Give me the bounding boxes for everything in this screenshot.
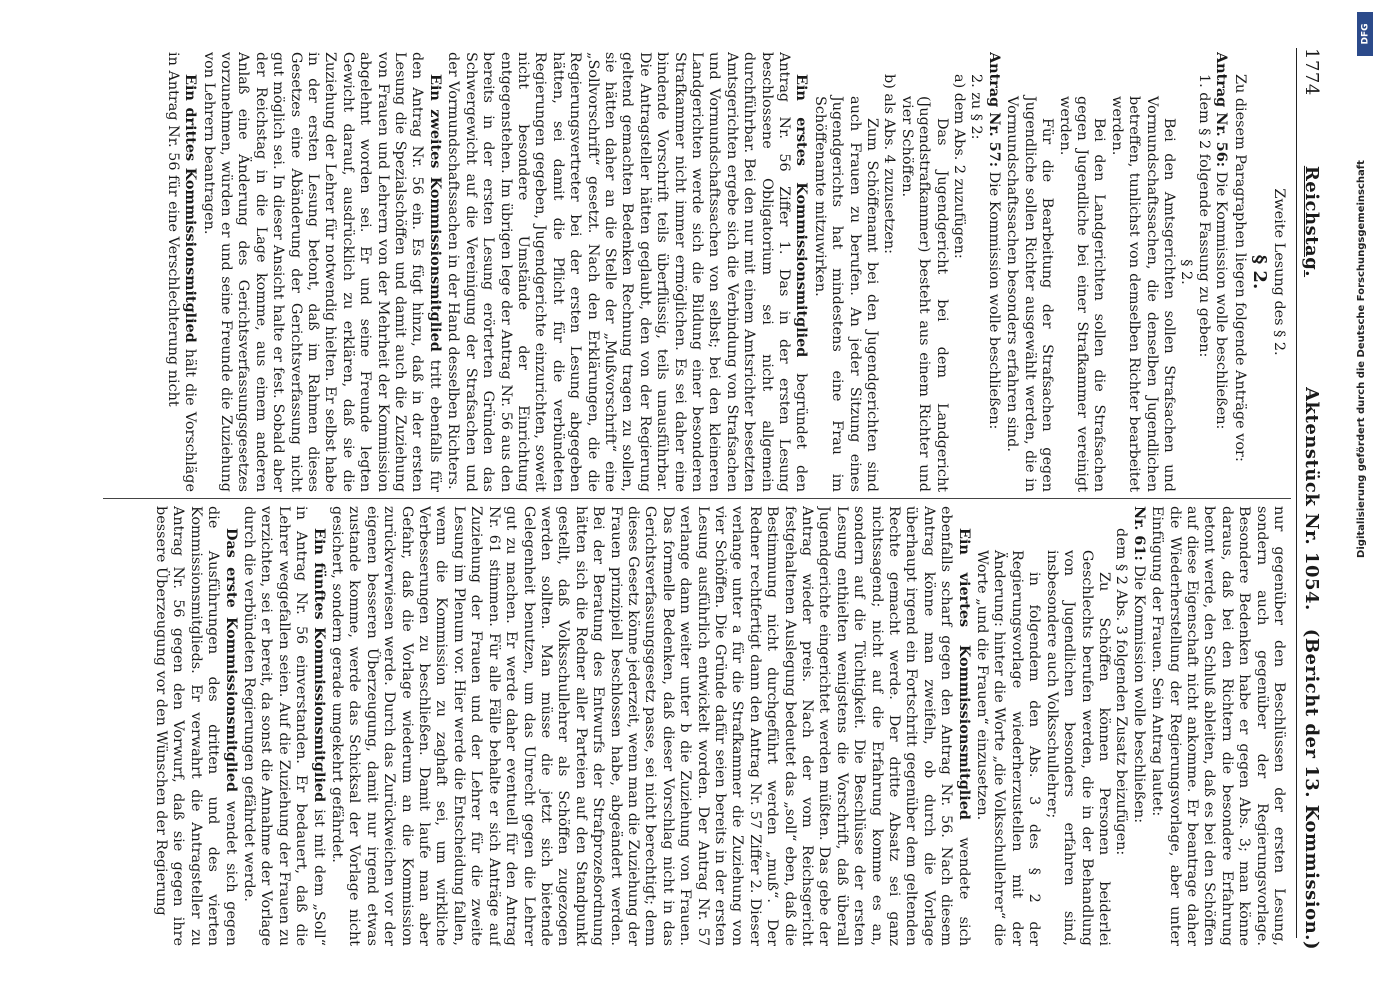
paragraph-text: b) als Abs. 4 zuzusetzen: — [881, 74, 898, 255]
column-divider — [103, 498, 1291, 499]
paragraph-text: nur gegenüber den Beschlüssen der ersten Lesung, sondern auch gegenüber der Regierungsvorlage. Besondere Bedenken habe er gegen Abs. 3; man könne daraus, daß bei den Richtern die besondere Erfahrung betont werde, den Schluß ableiten, daß es bei den Schöffen auf diese Eigenschaft nicht ankomme. Er beantrage daher die Wiederherstellung der Regierungsvorlage, aber unter Einfügung der Frauen. Sein Antrag lautet: — [1149, 506, 1287, 946]
paragraph — [1129, 506, 1147, 946]
paragraph — [1177, 52, 1194, 492]
digitization-credit: Digitalisierung gefördert durch die Deutsche Forschungsgemeinschaft — [1356, 160, 1367, 558]
paragraph-text: Bei den Landgerichten sollen die Strafsachen gegen Jugendliche bei einer Strafkammer vereinigt werden. — [1056, 96, 1108, 492]
header-reichstag: Reichstag. — [1301, 165, 1322, 278]
paragraph — [950, 52, 967, 492]
paragraph — [1003, 52, 1055, 492]
paragraph-text: Die Kommission wolle beschließen: — [1130, 560, 1147, 824]
paragraph — [240, 506, 328, 946]
paragraph-lead: Ein fünftes Kommissionsmitglied — [310, 528, 328, 803]
header-report-title: (Bericht der 13. Kommission.) — [1301, 628, 1322, 950]
paragraph — [1270, 52, 1287, 492]
paragraph-text: wendete sich ebenfalls scharf gegen den Antrag Nr. 56. Nach diesem Antrag könne man zweifeln, ob durch die Vorlage überhaupt irgend ein Fortschritt gegenüber dem geltenden Rechte gemacht werde. Der dritte Absatz sei ganz nichtssagend; nicht auf die Erfahrung komme es an, sondern auf die Tüchtigkeit. Die Beschlüsse der ersten Lesung enthielten wenigstens die Vorschrift, daß überall Jugendgerichte eingerichtet werden müßten. Das gebe der Antrag wieder preis. Nach der vom Reichsgericht festgehaltenen Auslegung bedeutet das „soll“ eben, daß die Bestimmung nicht durchgeführt werden „muß“. Der Redner rechtfertigt dann den Antrag Nr. 57 Ziffer 2. Dieser verlange unter a für die Strafkammer die Zuziehung von vier Schöffen. Die Gründe dafür seien bereits in der ersten Lesung ausführlich entwickelt worden. Der Antrag Nr. 57 verlange dann weiter unter b die Zuziehung von Frauen. Das formelle Bedenken, daß dieser Vorschlag nicht in das Gerichtsverfassungsgesetz passe, sei nicht berechtigt; denn dieses Gesetz könne jederzeit, wenn man die Zuziehung der Frauen prinzipiell beschlossen habe, abgeändert werden. Bei der Beratung des Entwurfs der Strafprozeßordnung hätten sich die Redner aller Parteien auf den Standpunkt gestellt, daß Volksschullehrer als Schöffen zugezogen werden sollten. Man müsse die jetzt sich bietende Gelegenheit benutzen, um das Unrecht gegen die Lehrer gut zu machen. Er werde daher eventuell für den Antrag Nr. 61 stimmen. Für alle Fälle behalte er sich Anträge auf Zuziehung der Frauen und der Lehrer für die zweite Lesung im Plenum vor. Hier werde die Entscheidung fallen, wenn die Kommission zu zaghaft sei, um wirkliche Verbesserungen zu beschließen. Damit laufe man aber Gefahr, daß die Vorlage wiederum an die Kommission zurückverwiesen werde. Durch das Zurückweichen vor der eigenen besseren Überzeugung, damit nur irgend etwas zustande komme, werde das Schicksal der Vorlage nicht gesichert, sondern gerade umgekehrt gefährdet. — [329, 506, 972, 946]
paragraph-text: Für die Bearbeitung der Strafsachen gegen Jugendliche sollen Richter ausgewählt werden, die in Vormundschaftssachen besonders erfahren sind. — [1004, 96, 1056, 492]
paragraph-text: Zweite Lesung des § 2. — [1271, 188, 1287, 356]
paragraph — [1107, 52, 1177, 492]
paragraph — [880, 52, 897, 492]
paragraph — [1248, 52, 1270, 492]
paragraph-lead: Antrag Nr. 57: — [985, 52, 1003, 168]
digitization-note — [1355, 12, 1377, 652]
left-text-column — [107, 52, 1287, 492]
paragraph-text: dem § 2 Abs. 3 folgenden Zusatz beizufügen: — [1113, 528, 1130, 856]
paragraph — [985, 52, 1003, 492]
header-document-number: Aktenstück Nr. 1054. — [1301, 387, 1322, 611]
paragraph-text: Die Kommission wolle beschließen: — [1213, 167, 1230, 430]
paragraph — [152, 506, 240, 946]
paragraph — [1194, 52, 1211, 492]
paragraph — [1230, 52, 1247, 492]
paragraph-lead: Ein drittes Kommissionsmitglied — [182, 74, 200, 343]
paragraph-text: begründet den Antrag Nr. 56 Ziffer 1. Das in der ersten Lesung beschlossene Obligatorium sei nicht allgemein durchführbar. Bei den nur mit einem Amtsrichter besetzten Amtsgerichten ergebe sich die Verbindung von Strafsachen und Vormundschaftssachen von selbst; bei den kleineren Landgerichten werde sich die Bildung einer besonderen Strafkammer nicht immer ermöglichen. Es sei daher eine bindende Vorschrift teils überflüssig, teils unausführbar. Die Antragsteller hätten geglaubt, den von der Regierung geltend gemachten Bedenken Rechnung tragen zu sollen, sie hätten daher an die Stelle der „Mußvorschrift“ eine „Sollvorschrift“ gesetzt. Nach den Erklärungen, die die Regierungsvertreter bei der ersten Lesung abgegeben hätten, sei damit die Pflicht für die verbündeten Regierungen gegeben, Jugendgerichte einzurichten, soweit nicht besondere Umstände der Einrichtung entgegenstehen. Im übrigen lege der Antrag Nr. 56 aus den bereits in der ersten Lesung erörterten Gründen das Schwergewicht auf die Vereinigung der Strafsachen und der Vormundschaftssachen in der Hand desselben Richters. — [445, 52, 810, 492]
paragraph-text: Zu Schöffen können Personen beiderlei Geschlechts berufen werden, die in der Behandlung von Jugendlichen besonders erfahren sind, insbesondere auch Volksschullehrer; — [1043, 550, 1112, 946]
paragraph — [444, 52, 811, 492]
paragraph-text: § 2. — [1248, 254, 1270, 290]
paragraph-text: Bei den Amtsgerichten sollen Strafsachen und Vormundschaftssachen, die denselben Jugendlichen betreffen, tunlichst von demselben Richter bearbeitet werden. — [1108, 96, 1177, 492]
page-number: 1774 — [1301, 48, 1322, 96]
paragraph-text: ist mit dem „Soll“ in Antrag Nr. 56 einverstanden. Er bedauert, daß die Lehrer weggefallen seien. Auf die Zuziehung der Frauen zu verzichten, sei er bereit, da sonst die Annahme der Vorlage durch die verbündeten Regierungen gefährdet werde. — [241, 506, 327, 946]
paragraph — [967, 52, 984, 492]
paragraph-text: in folgendem den Abs. 3 des § 2 der Regierungsvorlage wiederherzustellen mit der Änderung: hinter die Worte „die Volksschullehrer“ die Worte „und die Frauen“ einzusetzen. — [974, 550, 1043, 946]
paragraph-lead: Ein viertes Kommissionsmitglied — [955, 528, 973, 820]
paragraph-lead: Ein erstes Kommissionsmitglied — [793, 74, 811, 358]
paragraph — [973, 506, 1043, 946]
paragraph-lead: Ein zweites Kommissionsmitglied — [426, 74, 444, 352]
paragraph — [1042, 506, 1112, 946]
page-header — [1301, 48, 1325, 950]
paragraph-text: wendet sich gegen die Ausführungen des dritten und des vierten Kommissionsmitglieds. Er verwahrt die Antragsteller zu Antrag Nr. 56 gegen den Vorwurf, daß sie gegen ihre bessere Überzeugung vor den Wünschen der Regierung — [153, 506, 239, 946]
paragraph-text: 2. zu § 2: — [968, 74, 985, 140]
paragraph — [1112, 506, 1129, 946]
right-text-column — [107, 506, 1287, 946]
paragraph-text: Die Kommission wolle beschließen: — [985, 167, 1002, 430]
dfg-logo: DFG — [1357, 12, 1373, 56]
paragraph — [328, 506, 973, 946]
paragraph — [163, 52, 199, 492]
paragraph-lead: Das erste Kommissionsmitglied — [222, 528, 240, 793]
paragraph-text: Zu diesem Paragraphen liegen folgende Anträge vor: — [1231, 74, 1248, 462]
paragraph — [1055, 52, 1107, 492]
paragraph-text: a) dem Abs. 2 zuzufügen: — [951, 74, 968, 259]
paragraph — [199, 52, 444, 492]
paragraph — [1148, 506, 1287, 946]
paragraph-text: Zum Schöffenamt bei den Jugendgerichten sind auch Frauen zu berufen. An jeder Sitzung eines Jugendgerichts hat mindestens eine Frau im Schöffenamte mitzuwirken. — [811, 96, 881, 492]
paragraph-text: Das Jugendgericht bei dem Landgericht (Jugendstrafkammer) besteht aus einem Richter und vier Schöffen. — [898, 96, 950, 492]
paragraph-lead: Nr. 61: — [1130, 506, 1148, 561]
paragraph — [810, 52, 880, 492]
paragraph-text: 1. dem § 2 folgende Fassung zu geben: — [1195, 74, 1212, 358]
paragraph-text: tritt ebenfalls für den Antrag Nr. 56 ein. Es fügt hinzu, daß in der ersten Lesung die Spezialschöffen und damit auch die Zuziehung von Frauen und Lehrern von der Mehrheit der Kommission abgelehnt worden sei. Er und seine Freunde legten Gewicht darauf, ausdrücklich zu erklären, daß sie die Zuziehung der Lehrer für notwendig hielten. Er selbst habe in der ersten Lesung betont, daß im Rahmen dieses Gesetzes eine Abänderung der Gerichtsverfassung nicht gut möglich sei. In dieser Ansicht halte er fest. Sobald aber der Reichstag in die Lage komme, aus einem anderen Anlaß eine Änderung des Gerichtsverfassungsgesetzes vorzunehmen, würden er und seine Freunde die Zuziehung von Lehrern beantragen. — [200, 52, 443, 492]
paragraph-lead: Antrag Nr. 56: — [1213, 52, 1231, 168]
paragraph — [1212, 52, 1230, 492]
header-rule — [1296, 48, 1297, 938]
paragraph-text: hält die Vorschläge in Antrag Nr. 56 für eine Verschlechterung nicht — [164, 52, 199, 492]
paragraph-text: § 2. — [1178, 259, 1195, 285]
paragraph — [897, 52, 949, 492]
